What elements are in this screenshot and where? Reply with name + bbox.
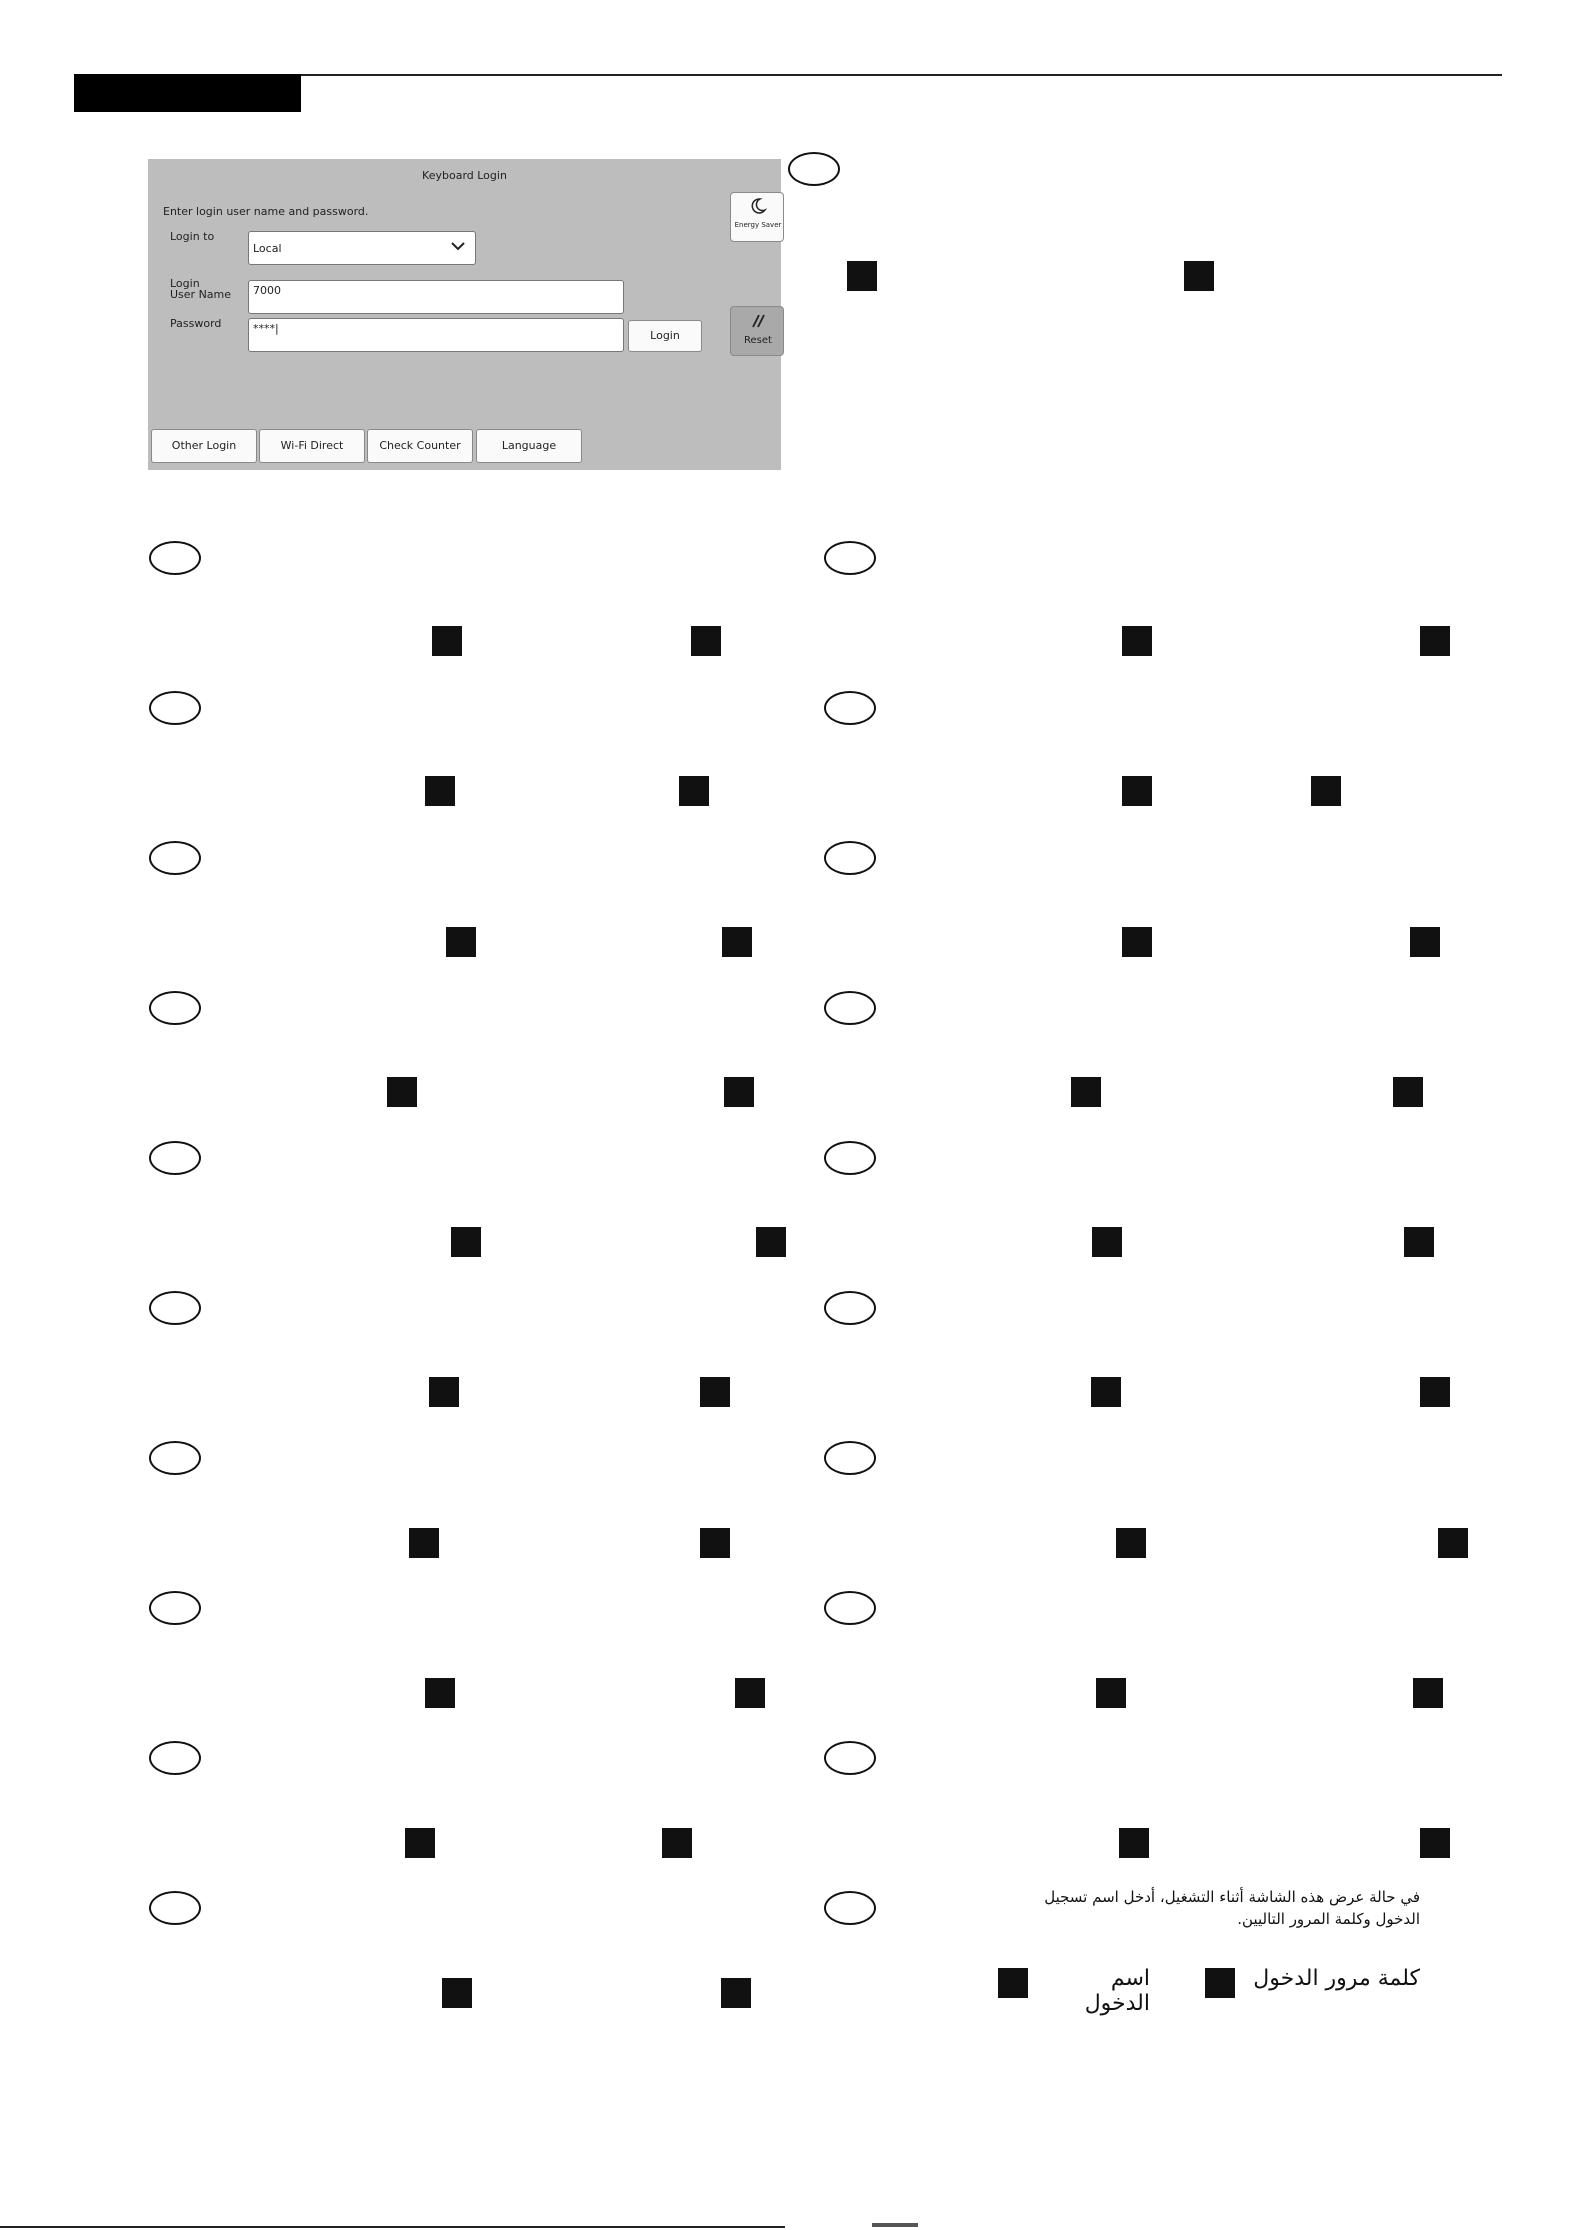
square-marker: [679, 776, 709, 806]
language-marker: [824, 841, 876, 875]
wifi-direct-button[interactable]: Wi-Fi Direct: [259, 429, 365, 463]
square-marker: [442, 1978, 472, 2008]
square-marker: [1091, 1377, 1121, 1407]
login-button[interactable]: Login: [628, 320, 702, 352]
login-prompt: Enter login user name and password.: [163, 205, 369, 218]
square-marker: [1116, 1528, 1146, 1558]
moon-icon: [749, 197, 767, 215]
square-marker: [735, 1678, 765, 1708]
language-marker: [149, 1141, 201, 1175]
reset-label: Reset: [744, 335, 772, 346]
energy-saver-label: Energy Saver: [734, 221, 782, 229]
square-marker: [387, 1077, 417, 1107]
header-tab: [74, 74, 301, 112]
language-marker: [824, 1741, 876, 1775]
square-marker: [1410, 927, 1440, 957]
square-marker: [1119, 1828, 1149, 1858]
square-marker: [847, 261, 877, 291]
language-marker: [824, 1591, 876, 1625]
square-marker: [425, 776, 455, 806]
square-marker: [1122, 626, 1152, 656]
square-marker: [446, 927, 476, 957]
arabic-instruction: [1000, 1886, 1420, 1930]
square-marker: [998, 1968, 1028, 1998]
language-marker: [149, 1741, 201, 1775]
square-marker: [451, 1227, 481, 1257]
language-marker: [149, 691, 201, 725]
login-to-value: Local: [253, 242, 282, 255]
language-marker: [149, 1591, 201, 1625]
square-marker: [1420, 1377, 1450, 1407]
language-marker: [824, 1291, 876, 1325]
other-login-button[interactable]: Other Login: [151, 429, 257, 463]
square-marker: [691, 626, 721, 656]
reset-icon: [749, 313, 767, 329]
square-marker: [724, 1077, 754, 1107]
square-marker: [1122, 776, 1152, 806]
keyboard-login-screen: [148, 159, 781, 470]
language-marker: [824, 691, 876, 725]
password-field[interactable]: ****|: [248, 318, 624, 352]
square-marker: [1393, 1077, 1423, 1107]
login-to-label: Login to: [170, 230, 215, 243]
square-marker: [722, 927, 752, 957]
square-marker: [1420, 1828, 1450, 1858]
password-label-ar: كلمة مرور الدخول: [1253, 1966, 1420, 1991]
square-marker: [1071, 1077, 1101, 1107]
square-marker: [1122, 927, 1152, 957]
square-marker: [1311, 776, 1341, 806]
chevron-down-icon: [451, 241, 465, 251]
energy-saver-button[interactable]: [730, 192, 784, 242]
language-marker: [824, 1891, 876, 1925]
check-counter-button[interactable]: Check Counter: [367, 429, 473, 463]
login-to-select[interactable]: [248, 231, 476, 265]
square-marker: [432, 626, 462, 656]
square-marker: [409, 1528, 439, 1558]
language-marker: [149, 541, 201, 575]
language-marker: [149, 1291, 201, 1325]
square-marker: [429, 1377, 459, 1407]
screen-title: Keyboard Login: [422, 169, 507, 182]
language-marker: [824, 1141, 876, 1175]
square-marker: [662, 1828, 692, 1858]
square-marker: [1092, 1227, 1122, 1257]
language-marker: [149, 991, 201, 1025]
language-marker: [149, 1441, 201, 1475]
square-marker: [721, 1978, 751, 2008]
footer-mark: [872, 2223, 918, 2227]
square-marker: [425, 1678, 455, 1708]
language-marker: [788, 152, 840, 186]
reset-button[interactable]: [730, 306, 784, 356]
user-name-field[interactable]: 7000: [248, 280, 624, 314]
square-marker: [700, 1377, 730, 1407]
square-marker: [1404, 1227, 1434, 1257]
password-label: Password: [170, 317, 222, 330]
user-name-label-line1: Login: [170, 277, 200, 290]
arabic-instruction-line2: الدخول وكلمة المرور التاليين.: [1237, 1910, 1420, 1928]
language-marker: [149, 1891, 201, 1925]
square-marker: [756, 1227, 786, 1257]
language-marker: [824, 1441, 876, 1475]
square-marker: [1438, 1528, 1468, 1558]
square-marker: [1184, 261, 1214, 291]
language-marker: [149, 841, 201, 875]
user-name-label-line2: User Name: [170, 288, 232, 301]
square-marker: [1096, 1678, 1126, 1708]
square-marker: [1420, 626, 1450, 656]
language-marker: [824, 991, 876, 1025]
arabic-instruction-line1: في حالة عرض هذه الشاشة أثناء التشغيل، أدخل اسم تسجيل: [1044, 1888, 1420, 1906]
square-marker: [1413, 1678, 1443, 1708]
footer-rule: [0, 2226, 785, 2228]
language-marker: [824, 541, 876, 575]
login-name-label-ar: اسم الدخول: [1084, 1966, 1150, 2016]
square-marker: [700, 1528, 730, 1558]
square-marker: [405, 1828, 435, 1858]
square-marker: [1205, 1968, 1235, 1998]
language-button[interactable]: Language: [476, 429, 582, 463]
